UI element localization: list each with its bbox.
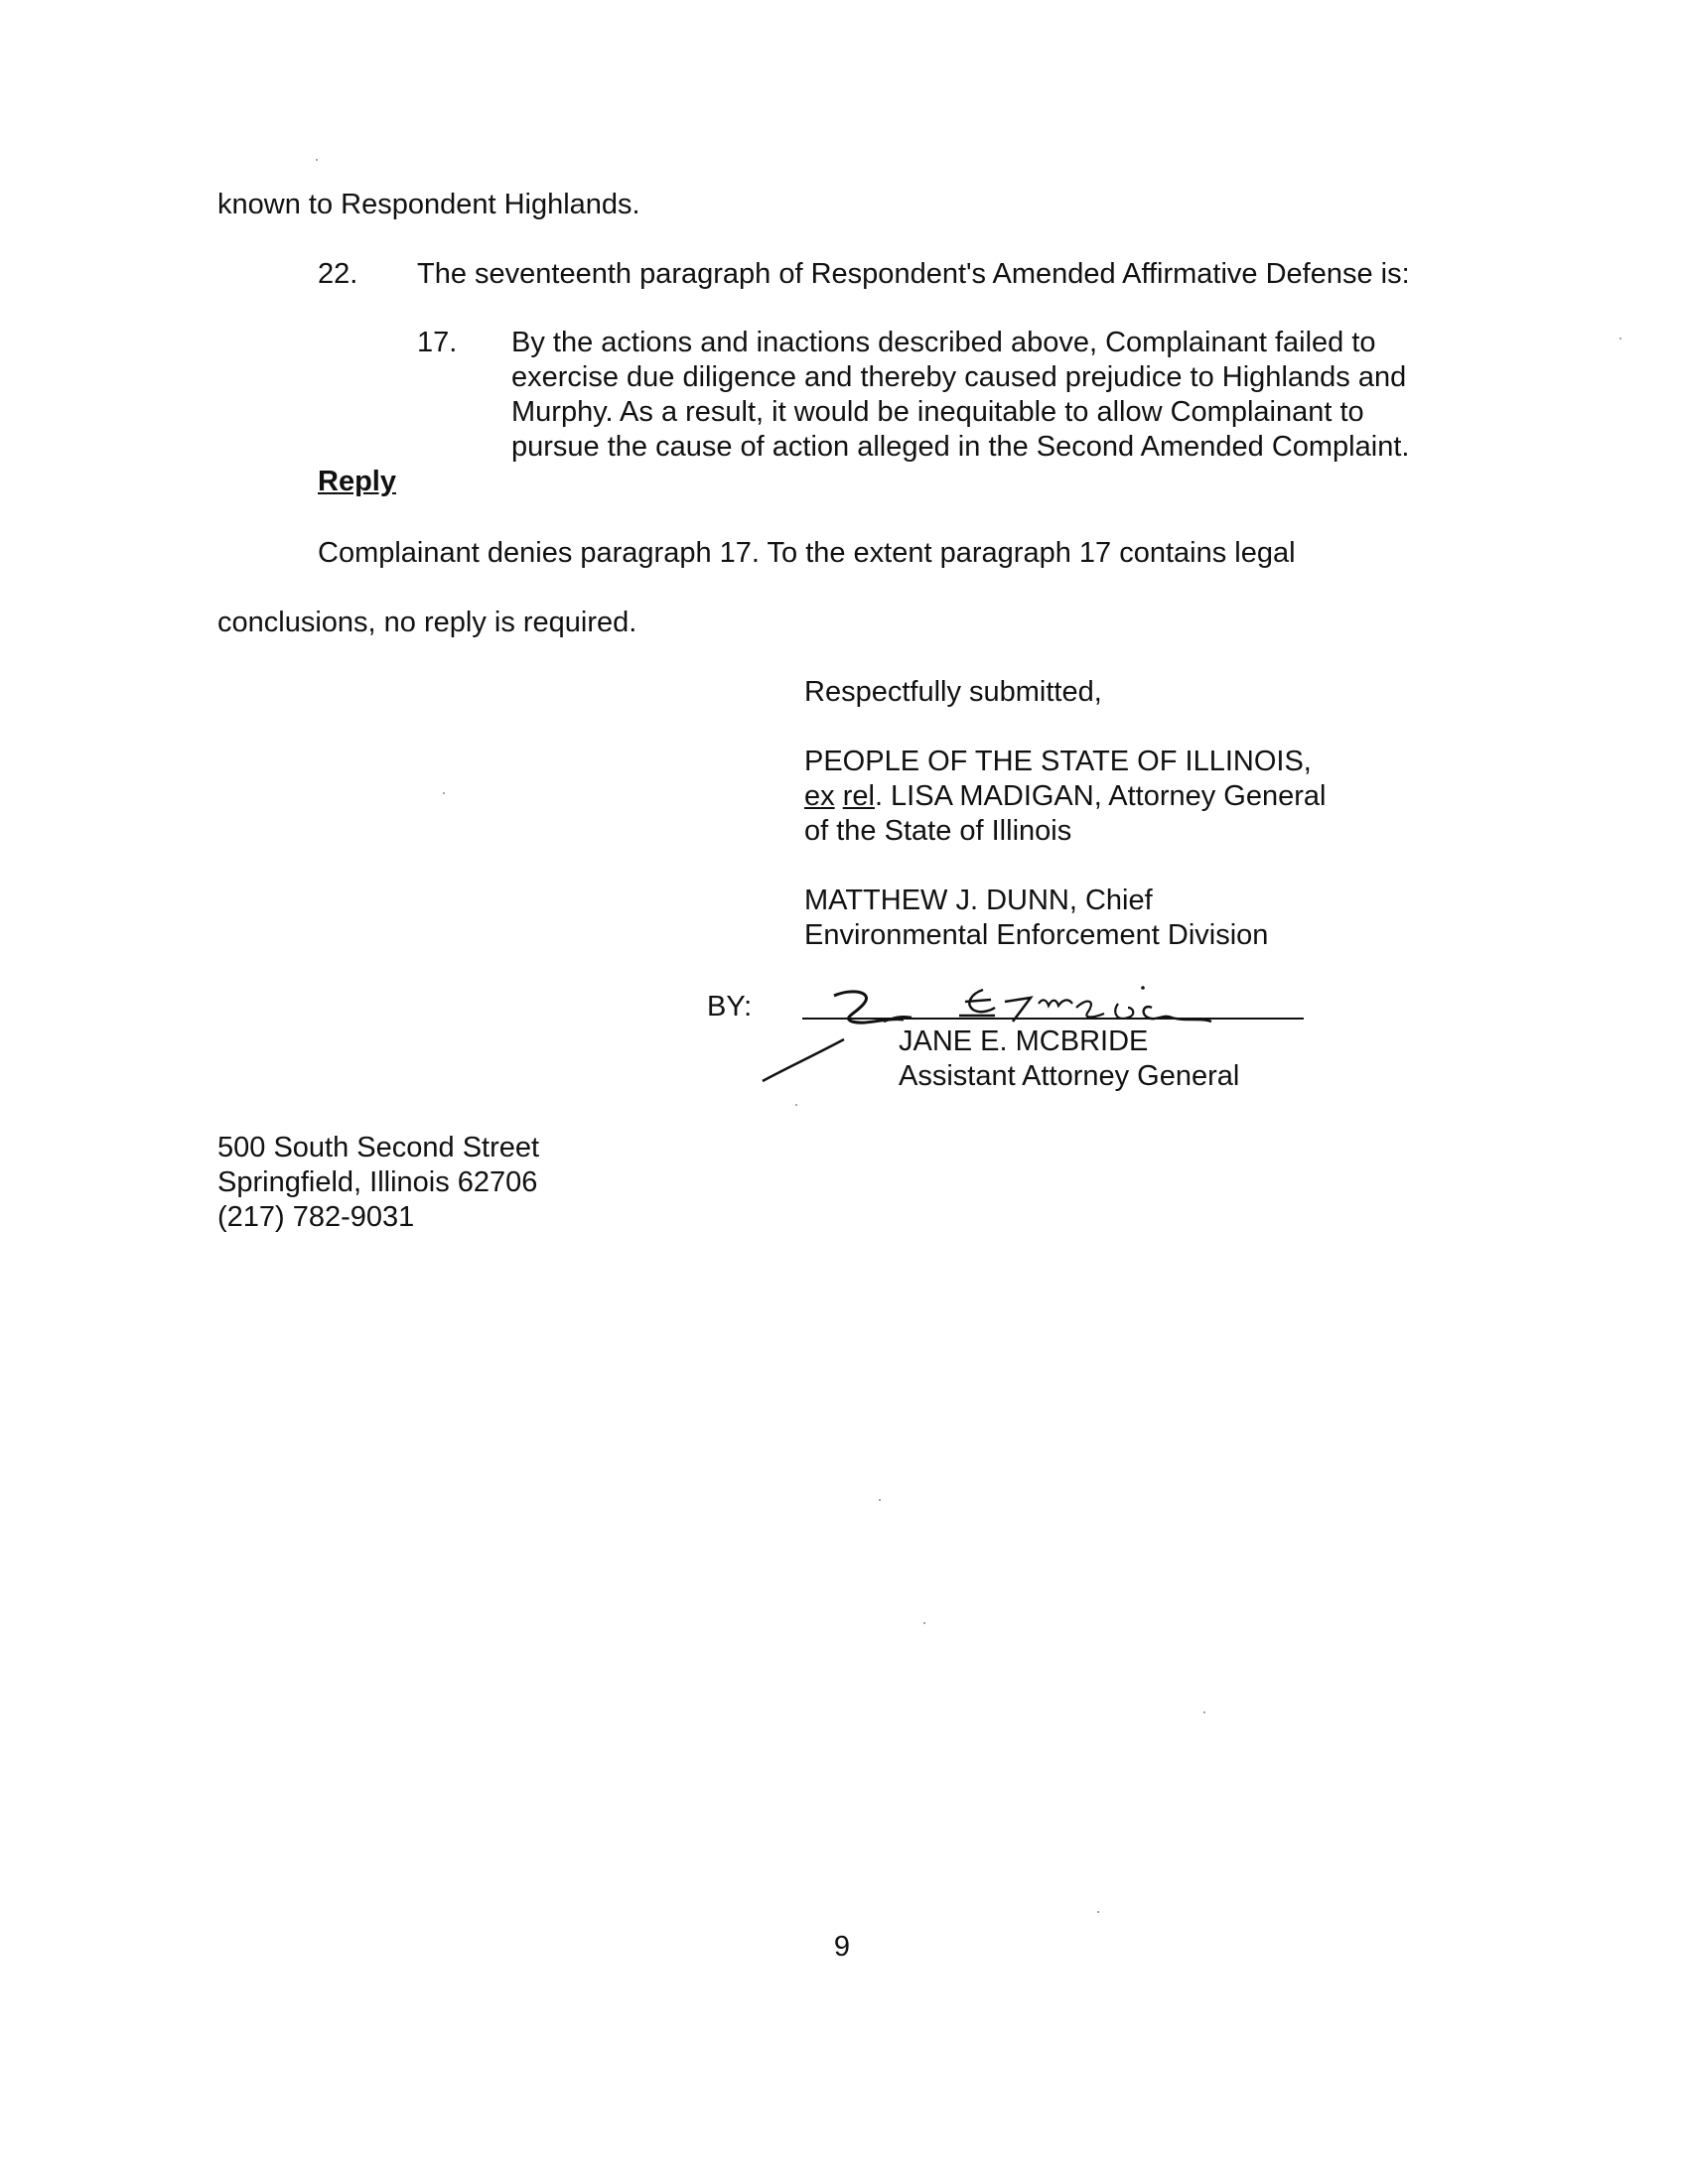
continuation-text: known to Respondent Highlands. xyxy=(217,189,640,220)
scan-speck xyxy=(1619,338,1621,340)
chief-line-2: Environmental Enforcement Division xyxy=(804,919,1269,951)
signer-name: JANE E. MCBRIDE xyxy=(899,1025,1149,1057)
reply-line-2: conclusions, no reply is required. xyxy=(217,607,637,638)
rel-word: rel xyxy=(842,780,875,812)
signer-title: Assistant Attorney General xyxy=(899,1060,1240,1092)
quoted-line-1: By the actions and inactions described above, Complainant failed to xyxy=(511,327,1376,358)
scan-speck xyxy=(879,1499,881,1501)
party-line-1: PEOPLE OF THE STATE OF ILLINOIS, xyxy=(804,746,1312,777)
page-number: 9 xyxy=(833,1931,851,1963)
chief-line-1: MATTHEW J. DUNN, Chief xyxy=(804,885,1153,916)
address-line-2: Springfield, Illinois 62706 xyxy=(217,1166,538,1198)
scan-speck xyxy=(1203,1711,1205,1713)
closing: Respectfully submitted, xyxy=(804,676,1102,708)
quoted-line-3: Murphy. As a result, it would be inequitable to allow Complainant to xyxy=(511,396,1364,428)
quoted-line-2: exercise due diligence and thereby caused prejudice to Highlands and xyxy=(511,361,1407,393)
item-22-text: The seventeenth paragraph of Respondent's Amended Affirmative Defense is: xyxy=(417,258,1410,290)
scan-speck xyxy=(443,792,445,794)
address-line-1: 500 South Second Street xyxy=(217,1132,540,1163)
scan-speck xyxy=(1097,1911,1099,1913)
scan-speck xyxy=(795,1104,797,1106)
item-22-number: 22. xyxy=(318,258,358,290)
address-line-3: (217) 782-9031 xyxy=(217,1201,415,1233)
reply-heading: Reply xyxy=(318,466,396,497)
ex-word: ex xyxy=(804,780,835,812)
reply-line-1: Complainant denies paragraph 17. To the extent paragraph 17 contains legal xyxy=(318,537,1296,569)
quoted-paragraph-number: 17. xyxy=(417,327,458,358)
party-line-2-rest: . LISA MADIGAN, Attorney General xyxy=(874,780,1327,812)
scan-speck xyxy=(316,159,318,161)
party-line-2 xyxy=(804,779,1326,814)
by-label: BY: xyxy=(707,991,753,1023)
scan-speck xyxy=(923,1622,925,1624)
party-line-3: of the State of Illinois xyxy=(804,815,1072,847)
quoted-line-4: pursue the cause of action alleged in the Second Amended Complaint. xyxy=(511,431,1410,463)
